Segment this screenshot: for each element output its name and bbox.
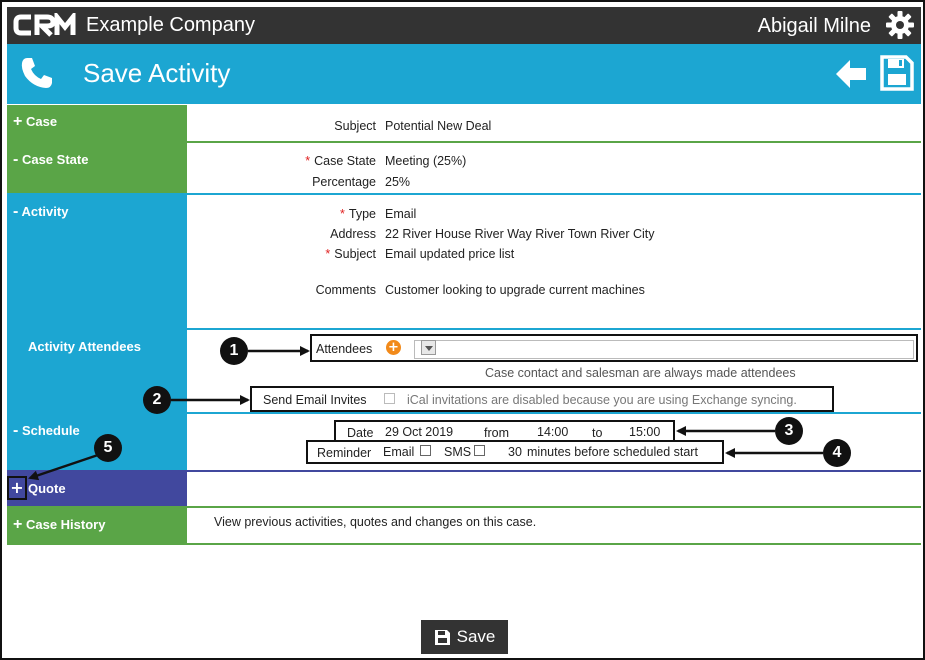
gear-icon[interactable] bbox=[885, 10, 915, 40]
highlight-box-3 bbox=[334, 420, 675, 442]
section-quote bbox=[7, 472, 921, 508]
section-case-state-label: Case State bbox=[21, 152, 89, 167]
to-time-value[interactable]: 15:00 bbox=[629, 425, 661, 439]
attendees-label: Attendees bbox=[316, 342, 373, 356]
from-label: from bbox=[484, 426, 509, 440]
callout-4: 4 bbox=[823, 439, 851, 467]
callout-3: 3 bbox=[775, 417, 803, 445]
save-button[interactable] bbox=[421, 620, 508, 654]
reminder-minutes-text: minutes before scheduled start bbox=[527, 445, 698, 459]
save-button-label: Save bbox=[456, 627, 496, 646]
section-case-history-label: Case History bbox=[25, 517, 106, 532]
to-label: to bbox=[592, 426, 603, 440]
reminder-label: Reminder bbox=[317, 446, 372, 460]
case-state-label: * Case State bbox=[305, 154, 376, 168]
callout-5: 5 bbox=[94, 434, 122, 462]
phone-icon bbox=[19, 55, 55, 91]
section-schedule-label: Schedule bbox=[21, 423, 80, 438]
case-state-value: Meeting (25%) bbox=[385, 154, 467, 168]
floppy-disk-icon bbox=[434, 629, 451, 646]
invites-disabled-note: iCal invitations are disabled because you are using Exchange syncing. bbox=[407, 393, 797, 407]
user-name[interactable]: Abigail Milne bbox=[757, 15, 871, 37]
percentage-label: Percentage bbox=[312, 175, 376, 189]
comments-value: Customer looking to upgrade current machines bbox=[385, 283, 645, 297]
crm-logo bbox=[13, 12, 79, 38]
highlight-box-2 bbox=[250, 386, 834, 412]
highlight-box-4 bbox=[306, 440, 724, 464]
section-activity-label: Activity bbox=[21, 204, 69, 219]
type-label: * Type bbox=[340, 207, 376, 221]
comments-label: Comments bbox=[315, 283, 376, 297]
reminder-sms-label: SMS bbox=[444, 445, 472, 459]
section-case-label: Case bbox=[25, 114, 58, 129]
section-activity-header[interactable]: - Activity bbox=[7, 195, 187, 328]
arrow-left-icon[interactable] bbox=[833, 56, 869, 92]
send-invites-label: Send Email Invites bbox=[263, 393, 367, 407]
add-attendee-icon[interactable]: + bbox=[386, 340, 401, 355]
attendees-note: Case contact and salesman are always made attendees bbox=[485, 366, 796, 380]
section-case-state-header[interactable]: - Case State bbox=[7, 143, 187, 193]
case-history-text: View previous activities, quotes and changes on this case. bbox=[214, 515, 537, 529]
top-bar bbox=[7, 7, 921, 44]
date-value[interactable]: 29 Oct 2019 bbox=[385, 425, 454, 439]
section-attendees-label: Activity Attendees bbox=[28, 339, 141, 354]
type-value: Email bbox=[385, 207, 417, 221]
section-case-history-header[interactable]: + Case History bbox=[7, 508, 187, 543]
percentage-value: 25% bbox=[385, 175, 411, 189]
section-case-state bbox=[7, 143, 921, 195]
subject-label: Subject bbox=[334, 119, 376, 133]
section-activity bbox=[7, 195, 921, 330]
highlight-box-1 bbox=[310, 334, 918, 362]
title-bar bbox=[7, 44, 921, 104]
quote-expand-toggle[interactable]: + bbox=[7, 476, 27, 500]
from-time-value[interactable]: 14:00 bbox=[537, 425, 569, 439]
date-label: Date bbox=[347, 426, 374, 440]
floppy-disk-icon[interactable] bbox=[879, 54, 915, 92]
company-name: Example Company bbox=[86, 14, 255, 36]
section-quote-header[interactable] bbox=[7, 472, 187, 506]
section-case-header[interactable]: + Case bbox=[7, 105, 187, 141]
address-value: 22 River House River Way River Town River City bbox=[385, 227, 655, 241]
page-title: Save Activity bbox=[83, 58, 231, 88]
callout-1: 1 bbox=[220, 337, 248, 365]
activity-subject-label: * Subject bbox=[325, 247, 376, 261]
section-quote-label: Quote bbox=[28, 481, 66, 496]
subject-value: Potential New Deal bbox=[385, 119, 492, 133]
callout-2: 2 bbox=[143, 386, 171, 414]
reminder-email-label: Email bbox=[383, 445, 415, 459]
activity-subject-value: Email updated price list bbox=[385, 247, 515, 261]
address-label: Address bbox=[330, 227, 376, 241]
reminder-minutes-value[interactable]: 30 bbox=[508, 445, 522, 459]
section-schedule-header[interactable]: - Schedule bbox=[7, 414, 187, 470]
